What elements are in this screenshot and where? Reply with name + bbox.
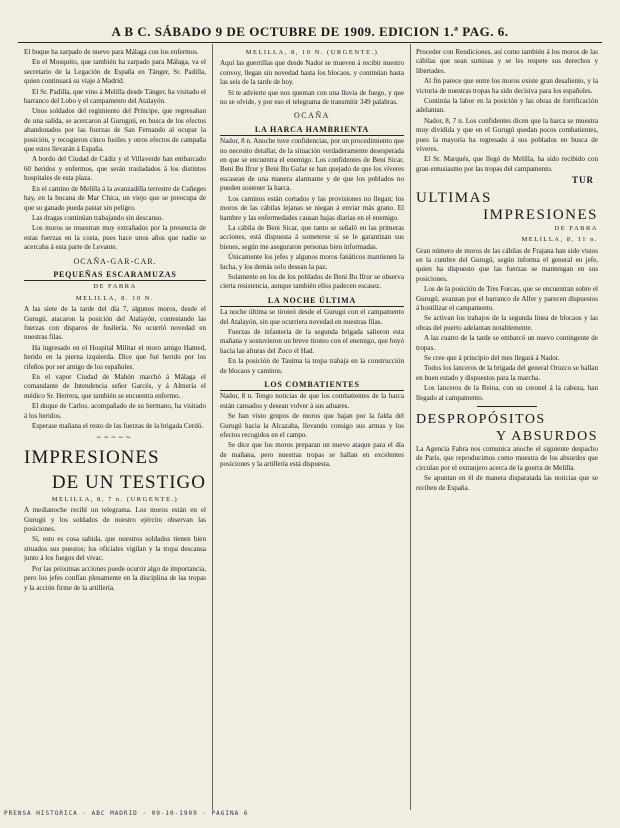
article-title: IMPRESIONES [24,446,160,468]
paragraph: El Sr. Marqués, que llegó de Melilla, ha sido recibido con gran entusiasmo por las tropas del campamento. [416,155,598,173]
paragraph: Se apuntan en él de manera disparatada las noticias que se reciben de España. [416,474,598,492]
paragraph: Fuerzas de infantería de la segunda brigada salieron esta mañana y sostuvieron un breve tiroteo con el enemigo, que huyó hacia las alturas del Zoco el Had. [220,327,404,355]
article-title: DE UN TESTIGO [51,471,206,493]
column-divider-1 [212,44,213,810]
section-heading: LOS COMBATIENTES [220,380,404,391]
byline: DE FABRA [93,283,137,291]
paragraph: La Agencia Fabra nos comunica anoche el siguiente despacho de París, que reproducimos como muestra de los absurdos que circulan por el extranjero acerca de la guerra de Melilla. [416,445,598,472]
paragraph: Sí, esto es cosa sabida, que nuestros soldados tienen bien situados sus puestos; los oficiales vigilan y la tropa descansa junto á los fuegos del vivac. [24,535,206,563]
paragraph: La noche última se tiroteó desde el Gurugú con el campamento del Atalayón, sin que ocurriera novedad en nuestras filas. [220,308,404,326]
paragraph: Unos soldados del regimiento del Príncipe, que regresaban de una salida, se acercaron al Guruguú, en busca de los efectos abandonados por las fuerzas de San Fernando al ocupar la posición, y recogieron cinco fusiles y otros efectos de campaña que estos llevarán á España. [24,107,206,154]
paragraph: A medianoche recibí un telegrama. Los moros están en el Gurugú y los soldados de nuestro ejército observan las posiciones. [24,506,206,534]
article-title: IMPRESIONES [483,206,598,223]
end-mark: TUR [571,175,594,186]
paragraph: Los lanceros de la Reina, con su coronel á la cabeza, han llegado al campamento. [416,384,598,402]
article-title: ULTIMAS [416,189,492,206]
signature: OCAÑA [294,111,330,121]
paragraph: A las siete de la tarde del día 7, algunos moros, desde el Gurugú, atacaron la posición del Atalayón, contestando las fuerzas con disparos de fusilería. No ocurrió novedad en nuestras filas. [24,305,206,342]
signature: OCAÑA-GAR-CAR. [73,256,157,266]
paragraph: Por las próximas acciones puede ocurrir algo de importancia, pero los jefes confían plenamente en la disciplina de las tropas y la acción firme de la artillería. [24,564,206,592]
dateline: MELILLA, 8, 7 n. (URGENTE.) [51,495,179,503]
paragraph: Los caminos están cortados y las provisiones no llegan; los moros de las cábilas lejanas se niegan á enviar más grano. El hambre y las enfermedades causan bajas diarias en el enemigo. [220,194,404,222]
column-divider-2 [410,44,411,810]
byline: DE FABRA [554,224,598,232]
dateline: MELILLA, 8, 10 N. (URGENTE.) [245,49,379,56]
section-heading: PEQUEÑAS ESCARAMUZAS [24,270,206,281]
paragraph: A bordo del Ciudad de Cádiz y el Villaverde han embarcado 60 heridos y enfermos, que serán trasladados á los distintos hospitales de esta plaza. [24,155,206,183]
section-heading: LA HARCA HAMBRIENTA [220,125,404,136]
paragraph: A las cuatro de la tarde se embarcó un nuevo contingente de tropas. [416,334,598,352]
paragraph: Continúa la labor en la posición y las obras de fortificación adelantan. [416,97,598,115]
column-3 [416,48,598,804]
paragraph: Aquí las guerrillas que desde Nador se mueven á recibir nuestro convoy, llegan sin novedad hasta los blocaos, y continúan hasta las seis de la tarde de hoy. [220,59,404,87]
paragraph: Nador, 8 n. Tengo noticias de que los combatientes de la harca están cansados y desean volver á sus aduares. [220,392,404,410]
paragraph: En el Mosquito, que también ha zarpado para Málaga, va el secretario de la Legación de España en Tánger, Sr. Padilla, quien continuará su viaje á Madrid. [24,58,206,86]
header-rule [18,42,602,43]
paragraph: En el vapor Ciudad de Mahón marchó á Málaga el comandante de Intendencia señor Garcés, y á Almería el médico Sr. Herrera, que también se encuentra enfermo. [24,373,206,400]
paragraph: Se cree que á principio del mes llegará á Nador. [424,353,560,362]
paragraph: Las dragas continúan trabajando sin descanso. [32,213,164,222]
paragraph: Gran número de moros de las cábilas de Frajana han sido vistos en la cumbre del Gurugú, según informa el general en jefe, quien ha dispuesto que las fuerzas se mantengan en sus posiciones. [416,246,598,283]
paragraph: En la posición de Tauima la tropa trabaja en la construcción de blocaos y caminos. [220,357,404,375]
article-title: DESPROPÓSITOS [416,412,546,427]
paragraph: Si te advierte que nos queman con una lluvia de fuego, y que no se olvide, y por eso el telegrama de transmitir 349 palabras. [220,88,404,107]
paragraph: Se han visto grupos de moros que bajan por la falda del Gurugú hacia la Alcazaba, llevando consigo sus armas y los efectos recogidos en el campo. [220,412,404,440]
paragraph: El duque de Carlos, acompañado de su hermano, ha visitado á los heridos. [24,402,206,420]
paragraph: Nador, 8 n. Anoche tuve confidencias, por un procedimiento que no necesito detallar, de la situación verdaderamente desesperada en que se encuentra el enemigo. Los confidentes de Beni Sicar, Beni Bu Ifrur y Beni Bu Gafar se han quejado de que los víveres escasean de una manera alarmante y de que los poblados no pueden sostener la harca. [220,137,404,193]
paragraph: Al fin parece que entre los moros existe gran desaliento, y la victoria de nuestras tropas ha sido decisiva para los españoles. [416,77,598,95]
paragraph: Ha ingresado en el Hospital Militar el moro amigo Hamed, herido en la pierna izquierda. Dice que fué herido por los rifeños por ser amigo de los españoles. [24,343,206,371]
paragraph: La cábila de Beni Sicar, que tanto se señaló en las primeras acciones, está dispuesta á someterse si se le garantizan sus bienes, según me aseguraron personas bien informadas. [220,223,404,251]
divider-ornament: ~~~~~ [96,433,134,443]
paragraph: Nador, 8, 7 n. Los confidentes dicen que la harca se muestra muy dividida y que en el Gurugú quedan pocos combatientes, pues la mayoría ha regresado á sus poblados en busca de víveres. [416,116,598,154]
paragraph: El Sr. Padilla, que vino á Melilla desde Tánger, ha visitado el barranco del Lobo y el campamento del Atalayón. [24,87,206,106]
section-heading: LA NOCHE ÚLTIMA [220,296,404,307]
archive-footer: PRENSA HISTÓRICA · ABC MADRID · 09-10-1909 · PÁGINA 6 [4,810,249,817]
column-2 [220,48,404,804]
paragraph: Se activan los trabajos de la segunda línea de blocaos y las obras del puerto adelantan notablemente. [416,314,598,332]
page-header: A B C. SÁBADO 9 DE OCTUBRE DE 1909. EDICION 1.ª PAG. 6. [111,24,509,39]
paragraph: El buque ha zarpado de nuevo para Málaga con los enfermos. [24,48,199,56]
dateline: MELILLA, 8. 10 N. [75,294,155,302]
paragraph: Todos los lanceros de la brigada del general Orozco se hallan en buen estado y dispuestos para la marcha. [416,364,598,382]
paragraph: Los de la posición de Tres Forcas, que se encuentran sobre el Gurugú, avanzan por el barranco de Alfer y parecen dispuestos á hostilizar el campamento. [416,285,598,312]
article-title: Y ABSURDOS [495,429,598,444]
column-1 [24,48,206,804]
dateline: MELILLA, 8, 11 n. [521,236,598,244]
divider [477,406,537,407]
paragraph: Esperase mañana el resto de las fuerzas de la brigada Cerdó. [32,422,204,431]
paragraph: Se dice que los moros preparan un nuevo ataque para el día de mañana, pero nuestras tropas se hallan en excelentes posiciones y la artillería está dispuesta. [220,441,404,469]
paragraph: Únicamente los jefes y algunos moros fanáticos mantienen la lucha, y los demás solo desean la paz. [220,253,404,271]
paragraph: Solamente en los de los poblados de Beni Bu Ifrur se observa cierta resistencia, aunque también ellos padecen escasez. [220,272,404,291]
paragraph: Proceder con Rendiciones, así como también á los moros de las cábilas que sean sumisas y se les respete sus derechos y libertades. [416,48,598,75]
paragraph: En el camino de Melilla á la avanzadilla terrestre de Cuñeges hay, en la bocana de Mar Chica, un viejo que se preocupa de que su ganado pueda pastar sin peligro. [24,184,206,212]
paragraph: Los moros se muestran muy extrañados por la presencia de estas fuerzas en la costa, pues hace unos años que nadie se acercaba á esta parte de Levante. [24,224,206,252]
